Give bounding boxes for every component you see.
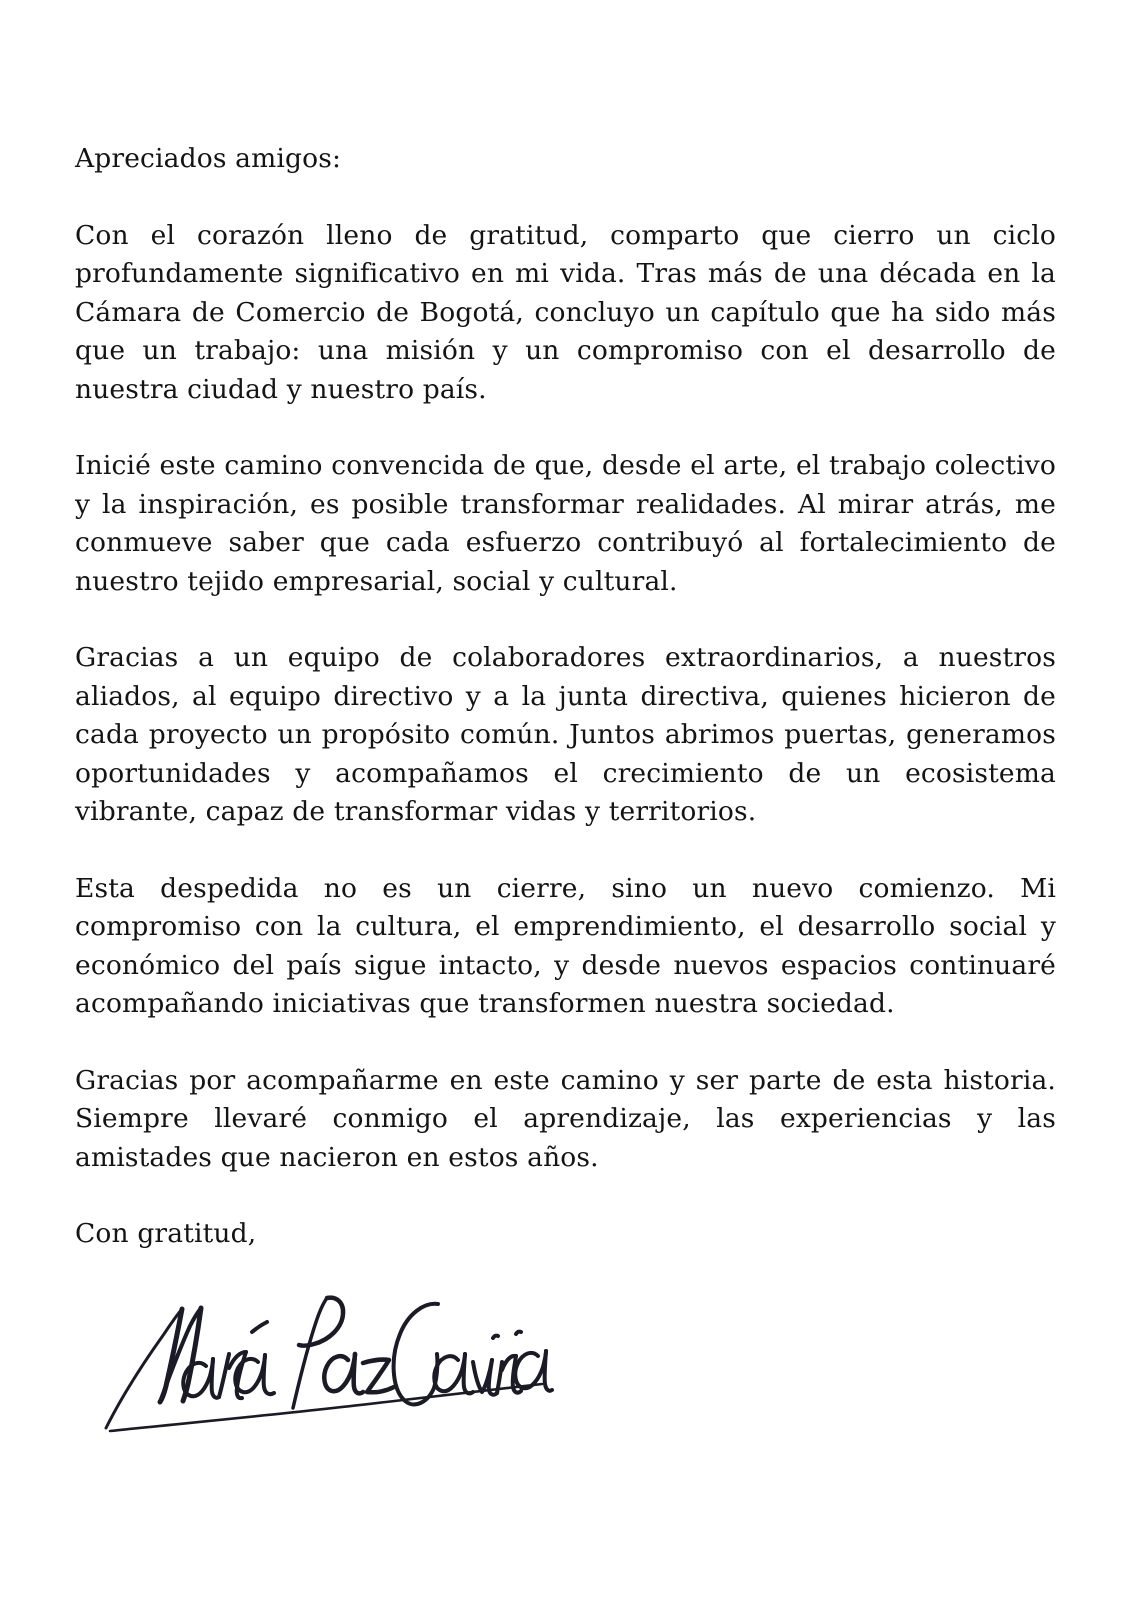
letter-paragraph-1: Con el corazón lleno de gratitud, comparto que cierro un ciclo profundamente significativo en mi vida. Tras más de una década en la Cámara de Comercio de Bogotá, concluyo un capítulo que ha sido más que un trabajo: una misión y un compromiso con el desarrollo de nuestra ciudad y nuestro país. [75, 219, 1056, 405]
letter-paragraph-2: Inicié este camino convencida de que, desde el arte, el trabajo colectivo y la inspiración, es posible transformar realidades. Al mirar atrás, me conmueve saber que cada esfuerzo contribuyó al fortalecimiento de nuestro tejido empresarial, social y cultural. [75, 450, 1056, 597]
signature-block [86, 1268, 556, 1433]
salutation: Apreciados amigos: [75, 143, 342, 174]
letter-body [75, 140, 1056, 1254]
closing-line: Con gratitud, [75, 1218, 257, 1249]
letter-paragraph-4: Esta despedida no es un cierre, sino un nuevo comienzo. Mi compromiso con la cultura, el emprendimiento, el desarrollo social y económico del país sigue intacto, y desde nuevos espacios continuaré acompañando iniciativas que transformen nuestra sociedad. [75, 872, 1056, 1019]
letter-paragraph-3: Gracias a un equipo de colaboradores extraordinarios, a nuestros aliados, al equipo directivo y a la junta directiva, quienes hicieron de cada proyecto un propósito común. Juntos abrimos puertas, generamos oportunidades y acompañamos el crecimiento de un ecosistema vibrante, capaz de transformar vidas y territorios. [75, 642, 1056, 827]
handwritten-signature-icon [86, 1268, 556, 1433]
letter-paragraph-5: Gracias por acompañarme en este camino y ser parte de esta historia. Siempre llevaré conmigo el aprendizaje, las experiencias y las amistades que nacieron en estos años. [75, 1064, 1056, 1173]
